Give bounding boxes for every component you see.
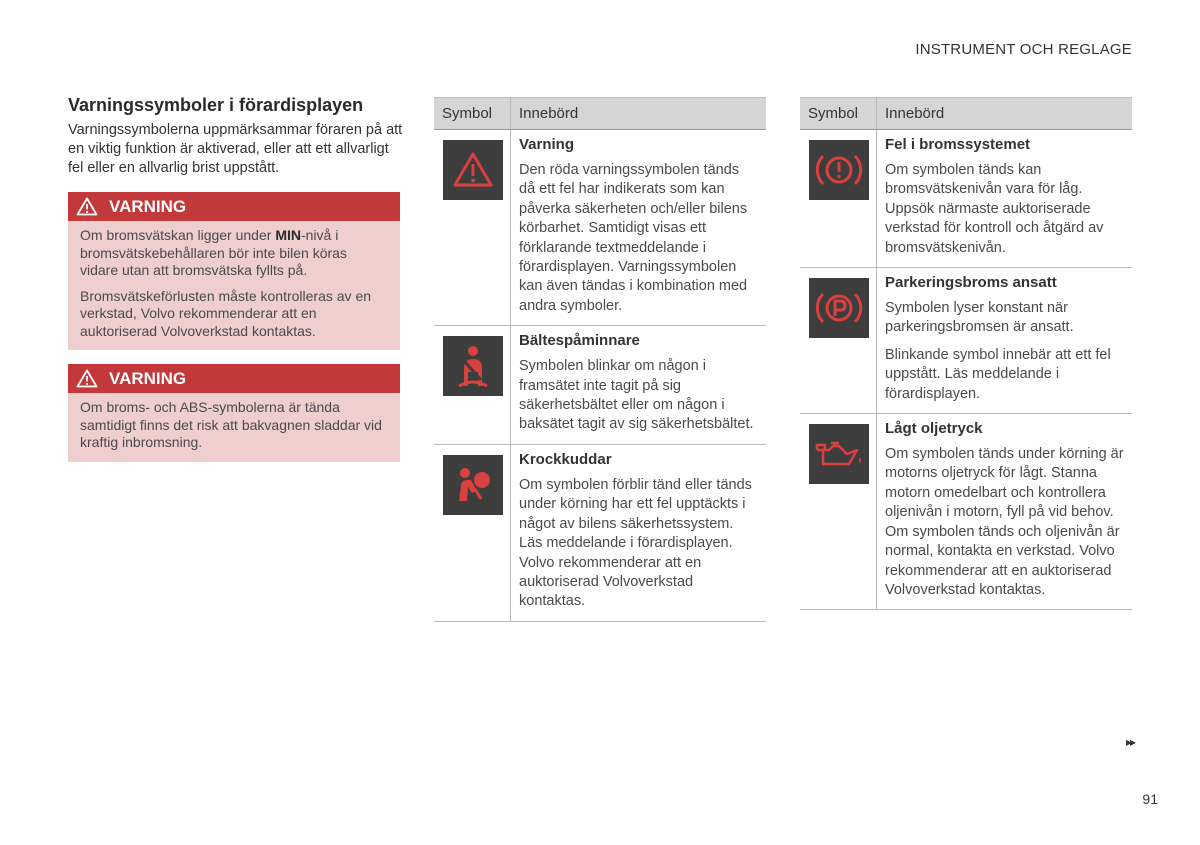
column-header-symbol: Symbol xyxy=(434,98,511,130)
section-title: Varningssymboler i förardisplayen xyxy=(68,95,364,115)
warning-paragraph: Bromsvätskeförlusten måste kontrolleras av en verkstad, Volvo rekommenderar att en auktoriserad Volvoverkstad kontaktas. xyxy=(80,287,372,339)
chapter-header: INSTRUMENT OCH REGLAGE xyxy=(915,41,1132,58)
warning-body xyxy=(68,393,400,462)
table-row xyxy=(434,130,766,326)
row-text: Den röda varningssymbolen tänds då ett fel har indikerats som kan påverka säkerheten och/eller bilens körbarhet. Samtidigt visas ett förklarande textmeddelande i förardisplayen. Varningssymbolen kan även tändas i kombination med andra symboler. xyxy=(519,162,748,314)
meaning-cell xyxy=(511,130,767,326)
warning-box-brake-fluid xyxy=(68,192,400,350)
meaning-cell xyxy=(877,130,1133,268)
warning-triangle-icon xyxy=(76,197,98,216)
meaning-cell xyxy=(877,268,1133,414)
warning-paragraph: Om bromsvätskan ligger under MIN-nivå i bromsvätskebehållaren bör inte bilen köras vidare utan att bromsvätska fyllts på. xyxy=(80,227,347,278)
symbol-table-1 xyxy=(434,97,766,622)
row-title: Varning xyxy=(519,136,575,153)
warning-triangle-icon xyxy=(443,140,503,200)
row-title: Bältespåminnare xyxy=(519,332,640,350)
brake-system-icon xyxy=(809,140,869,200)
meaning-cell xyxy=(511,326,767,445)
symbol-cell xyxy=(434,130,511,326)
row-text: Symbolen lyser konstant när parkeringsbromsen är ansatt. Blinkande symbol innebär att ett fel uppstått. Läs meddelande i förardisplayen. xyxy=(885,300,1111,402)
next-page-arrows: ▸▸ xyxy=(1125,735,1134,749)
row-title: Fel i bromssystemet xyxy=(885,136,1031,153)
row-text: Om symbolen tänds kan bromsvätskenivån vara för låg. Uppsök närmaste auktoriserade verkstad för kontroll och åtgärd av bromsvätskenivån. xyxy=(885,162,1104,256)
section-intro: Varningssymbolerna uppmärksammar föraren på att en viktig funktion är aktiverad, eller att ett allvarligt fel eller en allvarlig brist uppstått. xyxy=(68,122,403,176)
row-text: Om symbolen tänds under körning är motorns oljetryck för lågt. Stanna motorn omedelbart och kontrollera oljenivån i motorn, fyll på vid behov. Om symbolen tänds och oljenivån är normal, kontakta en verkstad. Volvo rekommenderar att en auktoriserad Volvoverkstad kontaktas. xyxy=(885,446,1124,598)
warning-header xyxy=(68,192,400,221)
symbol-cell xyxy=(800,268,877,414)
warning-box-abs xyxy=(68,364,400,462)
symbol-cell xyxy=(434,326,511,445)
row-text: Om symbolen förblir tänd eller tänds under körning har ett fel upptäckts i något av bilens säkerhetssystem. Läs meddelande i förardisplayen. Volvo rekommenderar att en auktoriserad Volvoverkstad kontaktas. xyxy=(519,476,752,610)
warning-triangle-icon xyxy=(76,369,98,388)
airbag-icon xyxy=(443,455,503,515)
warning-label: VARNING xyxy=(109,196,187,216)
warning-header xyxy=(68,364,400,393)
row-title: Parkeringsbroms ansatt xyxy=(885,274,1057,292)
table-row xyxy=(434,444,766,621)
symbol-cell xyxy=(800,130,877,268)
page-number: 91 xyxy=(1142,791,1158,807)
meaning-cell xyxy=(877,414,1133,610)
meaning-cell xyxy=(511,444,767,621)
warning-body xyxy=(68,221,400,350)
row-title: Lågt oljetryck xyxy=(885,420,983,438)
warning-paragraph: Om broms- och ABS-symbolerna är tända samtidigt finns det risk att bakvagnen sladdar vid kraftig inbromsning. xyxy=(80,399,382,450)
column-header-meaning: Innebörd xyxy=(511,98,767,130)
parking-brake-icon xyxy=(809,278,869,338)
symbol-cell xyxy=(434,444,511,621)
table-row xyxy=(434,326,766,445)
warning-label: VARNING xyxy=(109,368,187,388)
symbol-cell xyxy=(800,414,877,610)
table-row xyxy=(800,414,1132,610)
seatbelt-reminder-icon xyxy=(443,336,503,396)
column-header-meaning: Innebörd xyxy=(877,98,1133,130)
table-row xyxy=(800,130,1132,268)
oil-pressure-icon xyxy=(809,424,869,484)
row-text: Symbolen blinkar om någon i framsätet inte tagit på sig säkerhetsbältet eller om någon i baksätet tagit av sig säkerhetsbältet. xyxy=(519,358,754,433)
column-header-symbol: Symbol xyxy=(800,98,877,130)
row-title: Krockkuddar xyxy=(519,450,612,468)
table-row xyxy=(800,268,1132,414)
symbol-table-2 xyxy=(800,97,1132,610)
